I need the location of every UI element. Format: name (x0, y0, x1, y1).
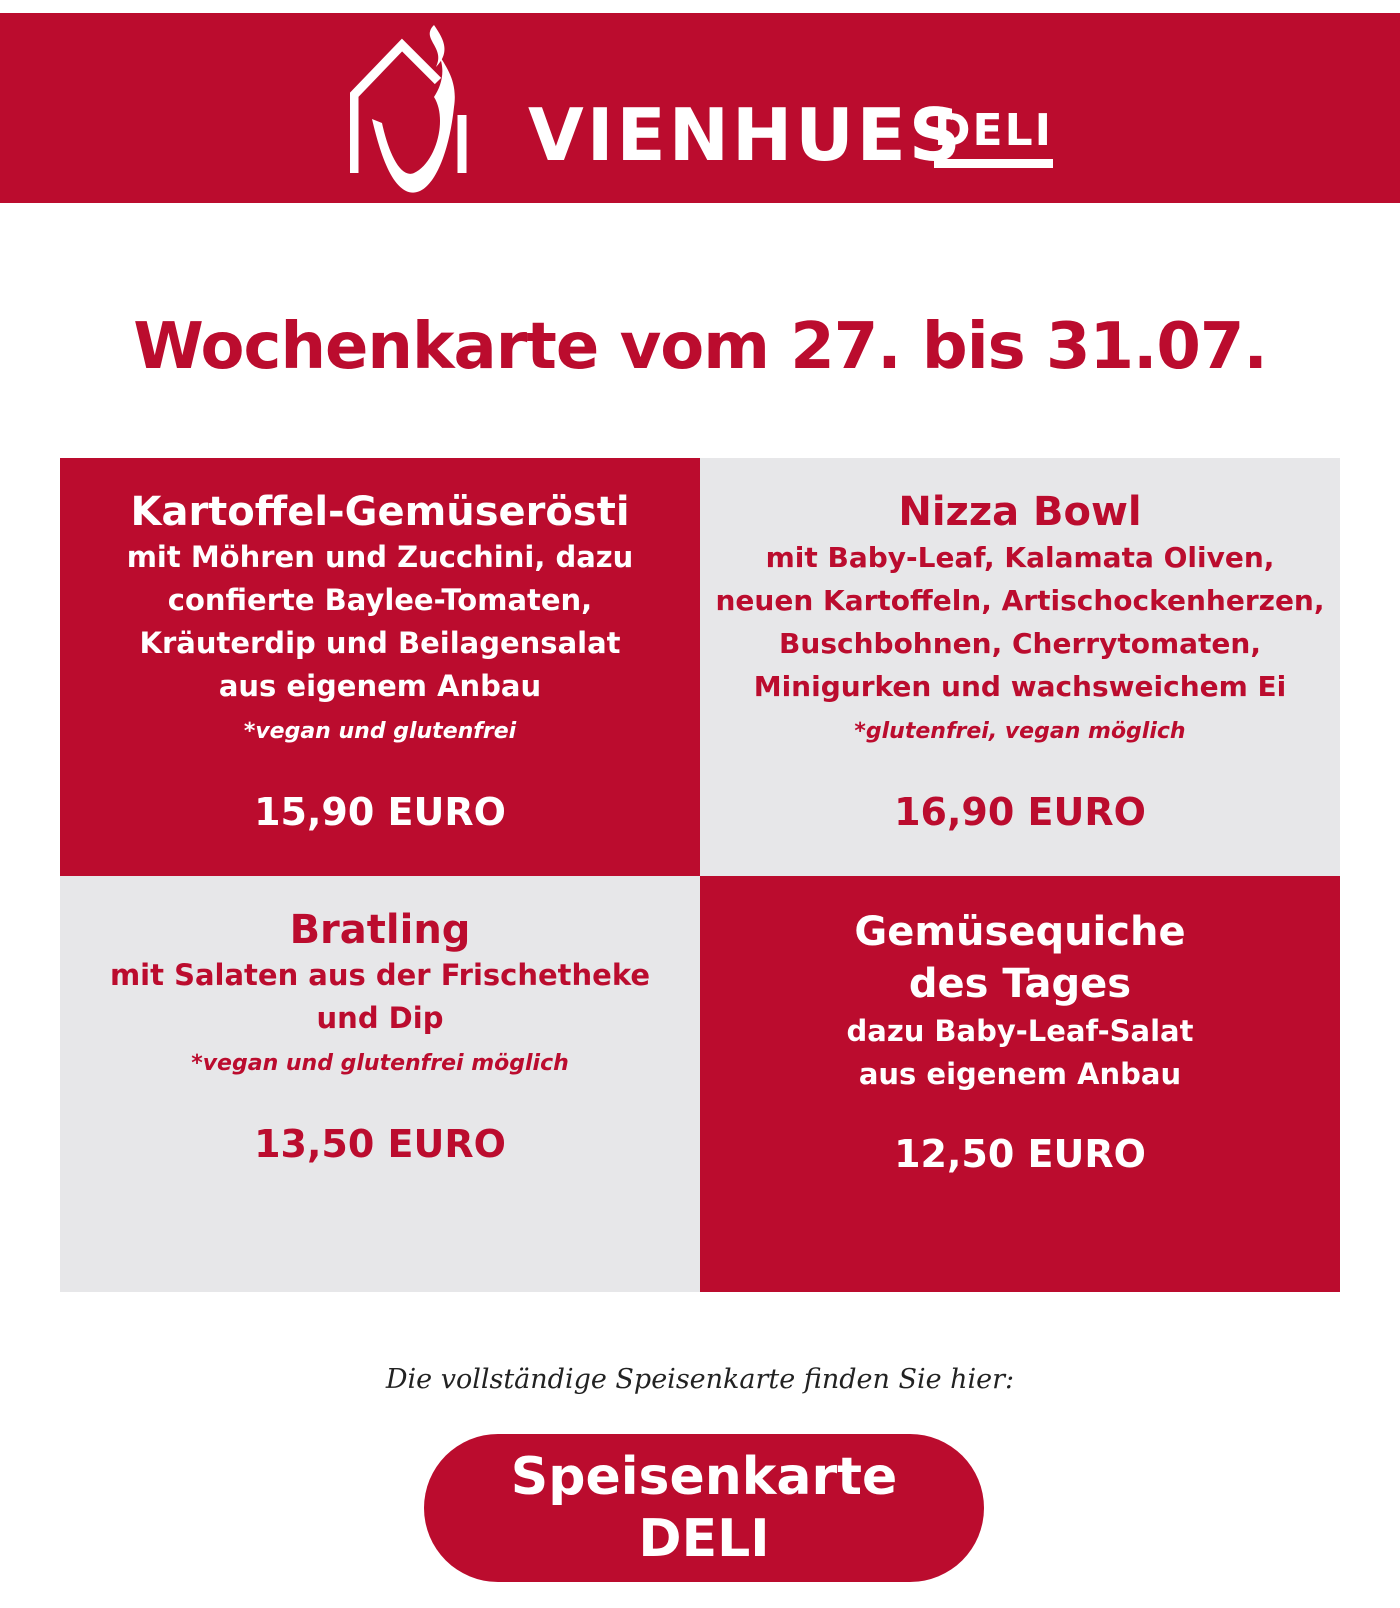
dish-name: des Tages (908, 961, 1132, 1007)
dish-description-line: confierte Baylee-Tomaten, (167, 583, 593, 617)
brand-deli-label: DELI (934, 109, 1053, 168)
dish-name: Kartoffel-Gemüserösti (130, 489, 630, 535)
dish-price: 12,50 EURO (894, 1132, 1146, 1176)
dish-description-line: aus eigenem Anbau (858, 1057, 1182, 1091)
dish-note: *vegan und glutenfrei (243, 719, 517, 744)
dish-note: *vegan und glutenfrei möglich (191, 1051, 569, 1076)
dish-description-line: mit Baby-Leaf, Kalamata Oliven, (765, 541, 1275, 574)
dish-description-line: Minigurken und wachsweichem Ei (753, 670, 1287, 703)
house-flame-logo-icon (350, 23, 470, 198)
menu-item-bratling (60, 876, 700, 1292)
dish-price: 13,50 EURO (254, 1122, 506, 1166)
dish-description-line: mit Salaten aus der Frischetheke (109, 958, 651, 992)
page-title: Wochenkarte vom 27. bis 31.07. (133, 310, 1267, 384)
dish-description-line: neuen Kartoffeln, Artischockenherzen, (715, 584, 1325, 617)
dish-description-line: dazu Baby-Leaf-Salat (846, 1014, 1194, 1048)
dish-description-line: und Dip (316, 1001, 444, 1035)
dish-name: Gemüsequiche (854, 909, 1186, 955)
dish-name: Bratling (289, 907, 471, 953)
menu-item-nizza-bowl (700, 458, 1340, 876)
dish-description-line: Buschbohnen, Cherrytomaten, (779, 627, 1261, 660)
weekly-menu-grid (60, 458, 1340, 1292)
speisenkarte-deli-button[interactable] (424, 1434, 984, 1582)
button-label-line: DELI (638, 1509, 770, 1569)
dish-name: Nizza Bowl (898, 489, 1142, 535)
brand-name: VIENHUES (528, 93, 964, 177)
header-banner (0, 13, 1400, 203)
dish-description-line: aus eigenem Anbau (218, 669, 542, 703)
dish-price: 15,90 EURO (254, 790, 506, 834)
dish-note: *glutenfrei, vegan möglich (854, 719, 1186, 744)
dish-description-line: Kräuterdip und Beilagensalat (139, 626, 621, 660)
dish-price: 16,90 EURO (894, 790, 1146, 834)
menu-item-gemuesequiche (700, 876, 1340, 1292)
dish-description-line: mit Möhren und Zucchini, dazu (126, 540, 634, 574)
button-label-line: Speisenkarte (510, 1447, 898, 1507)
menu-item-kartoffel-gemueseroesti (60, 458, 700, 876)
full-menu-hint: Die vollständige Speisenkarte finden Sie hier: (385, 1364, 1015, 1395)
